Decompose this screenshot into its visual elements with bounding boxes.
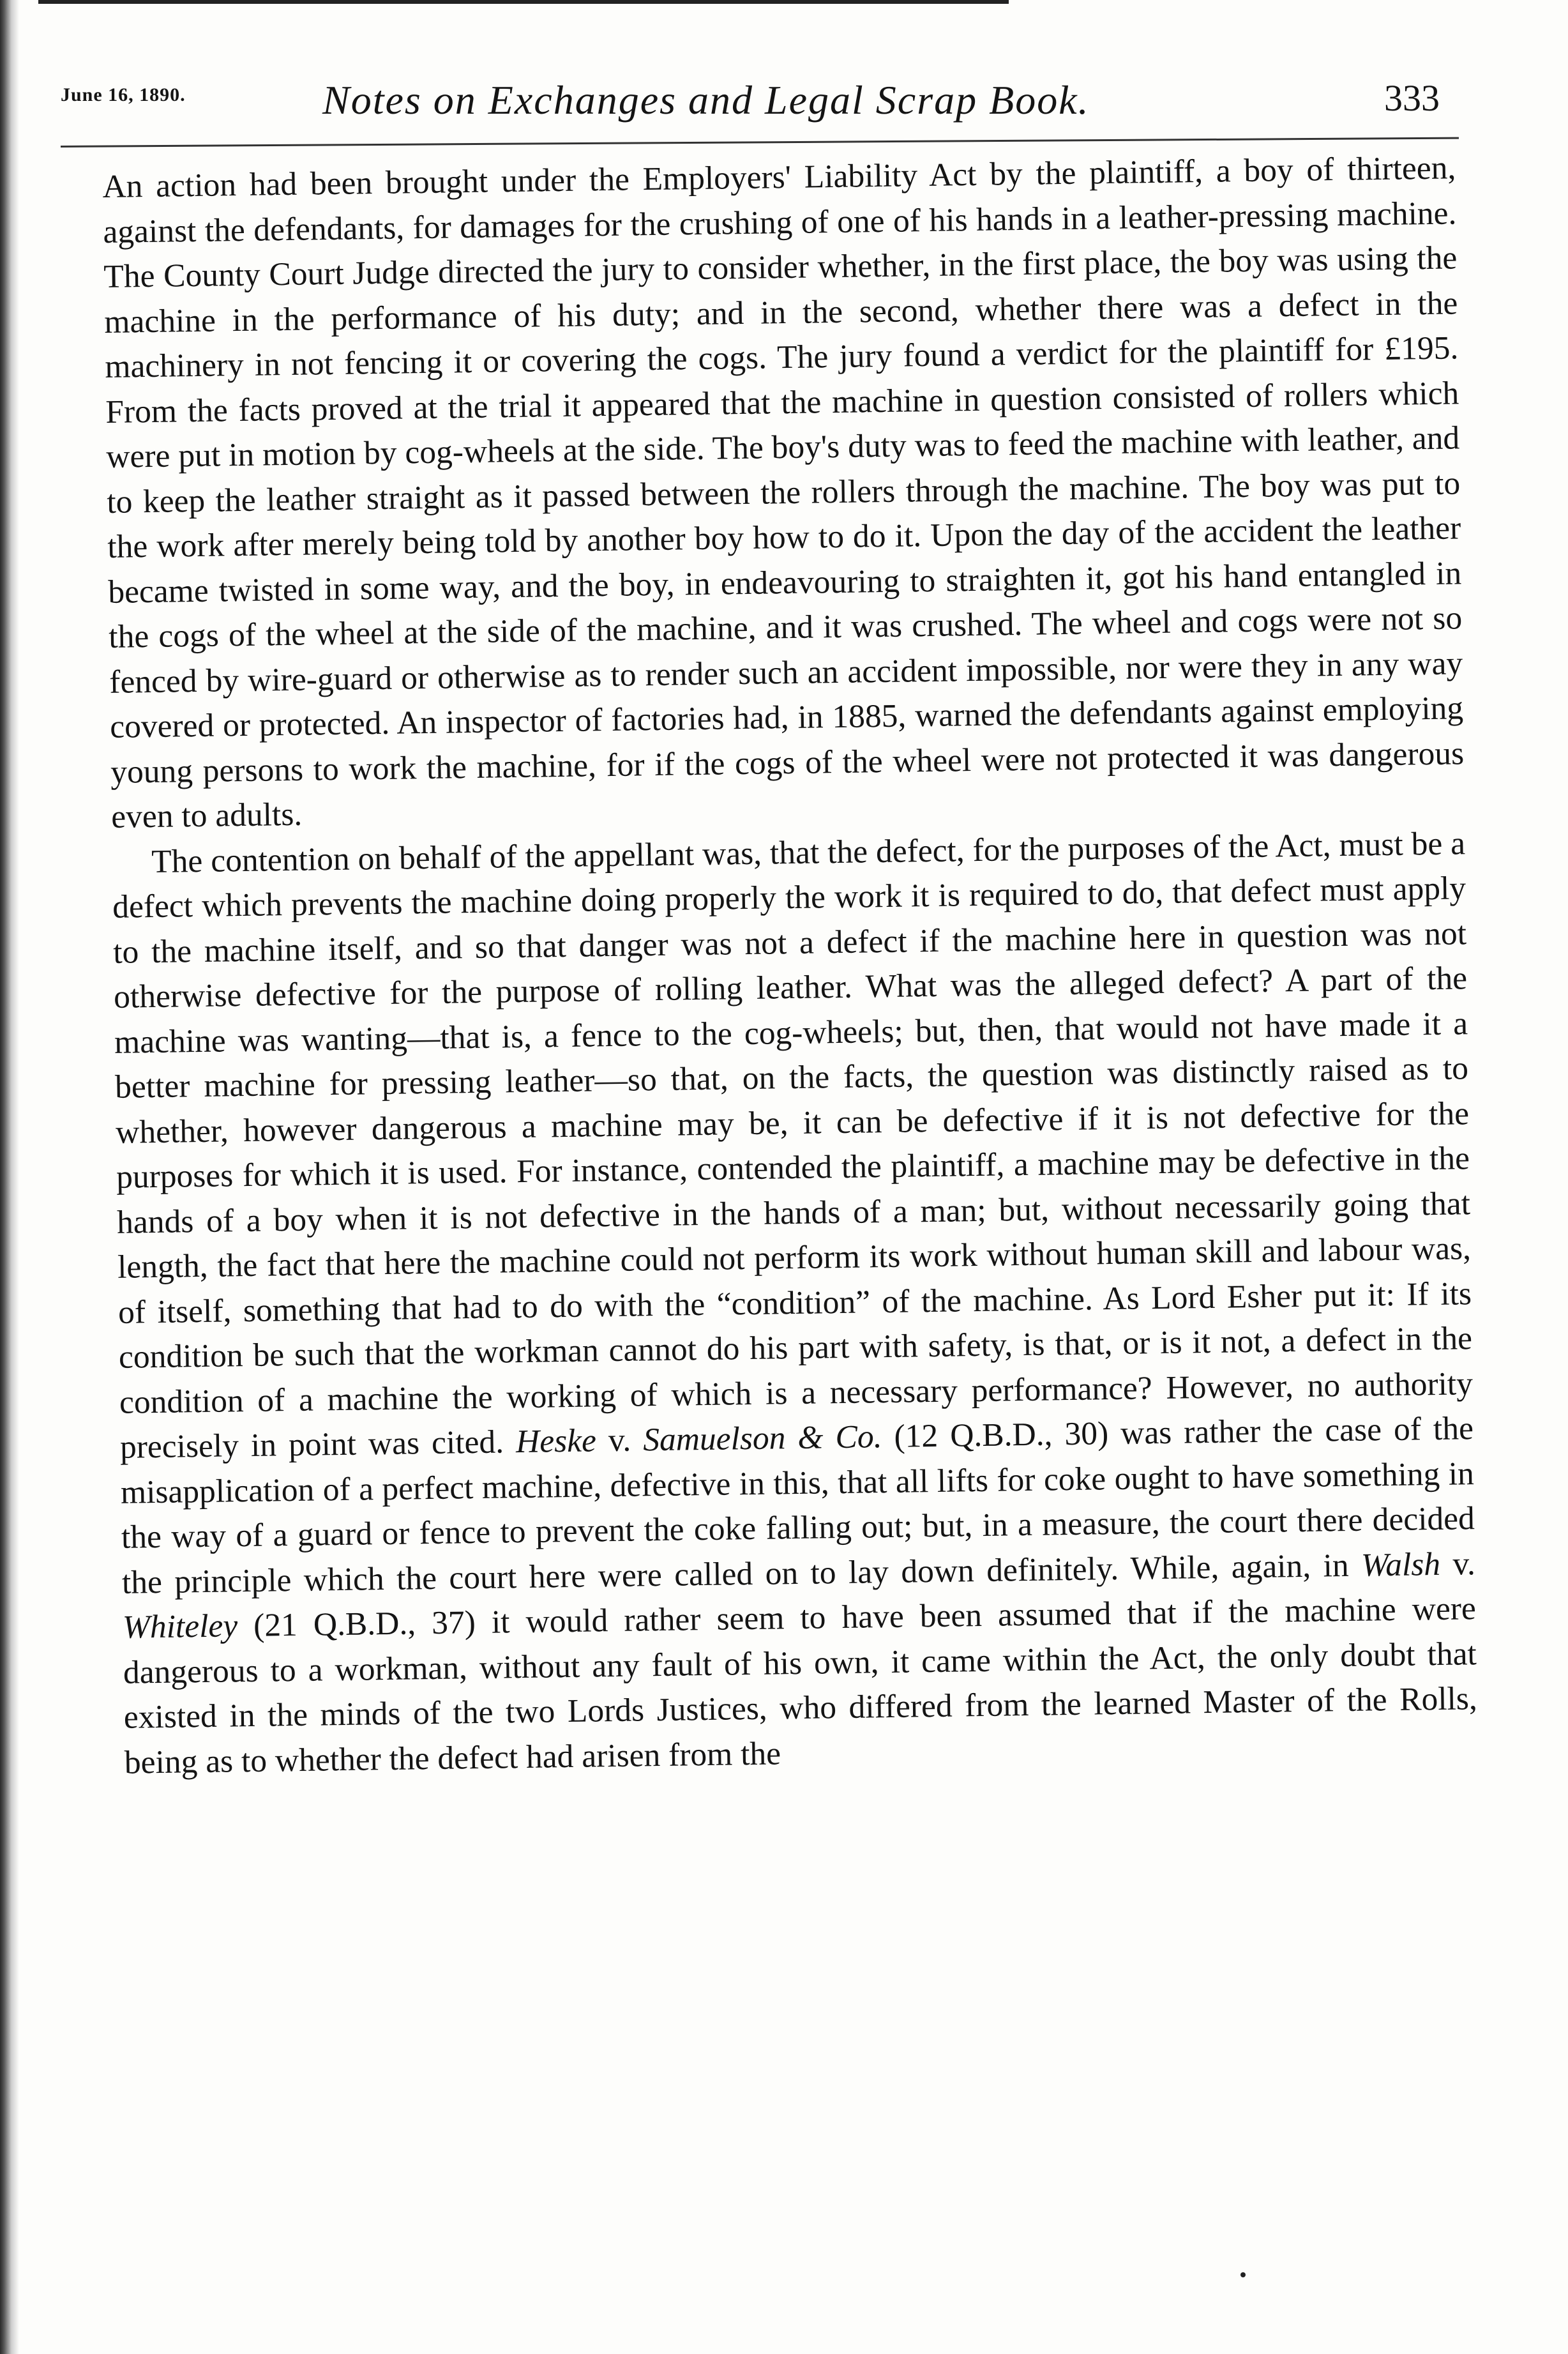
running-date: June 16, 1890. bbox=[61, 84, 186, 105]
paragraph-1: An action had been brought under the Employers' Liability Act by the plaintiff, a boy of thirteen, against the defendants, for damages for the crushing of one of his hands in a leather-pressing machine. The County Court Judge directed the jury to consider whether, in the first place, the boy was using the machine in the performance of his duty; and in the second, whether there was a defect in the machinery in not fencing it or covering the cogs. The jury found a verdict for the plaintiff for £195. From the facts proved at the trial it appeared that the machine in question consisted of rollers which were put in motion by cog-wheels at the side. The boy's duty was to feed the machine with leather, and to keep the leather straight as it passed between the rollers through the machine. The boy was put to the work after merely being told by another boy how to do it. Upon the day of the accident the leather became twisted in some way, and the boy, in endeavouring to straighten it, got his hand entangled in the cogs of the wheel at the side of the machine, and it was crushed. The wheel and cogs were not so fenced by wire-guard or otherwise as to render such an accident impossible, nor were they in any way covered or protected. An inspector of factories had, in 1885, warned the defendants against employing young persons to work the machine, for if the cogs of the wheel were not protected it was dangerous even to adults. bbox=[102, 149, 1465, 835]
running-title: Notes on Exchanges and Legal Scrap Book. bbox=[322, 77, 1090, 123]
paragraph-2 bbox=[112, 821, 1478, 1786]
top-rule bbox=[38, 0, 1009, 4]
case-name-walsh: Walsh bbox=[1361, 1545, 1441, 1584]
paragraph-2-text-c: (21 Q.B.D., 37) it would rather seem to have been assumed that if the machine were dangerous to a workman, without any fault of his own, it came within the Act, the only doubt that existed in the minds of the two Lords Justices, who differed from the learned Master of the Rolls, being as to whether the defect had arisen from the bbox=[123, 1590, 1478, 1781]
page-number: 333 bbox=[1384, 77, 1440, 119]
paragraph-2-versus-a: v. bbox=[596, 1422, 644, 1459]
article-body bbox=[102, 146, 1485, 2291]
stray-dot-mark bbox=[1240, 2272, 1246, 2277]
running-header bbox=[61, 77, 1452, 134]
header-rule bbox=[61, 137, 1459, 148]
page-edge-shadow bbox=[0, 0, 19, 2354]
paragraph-2-text-b: (12 Q.B.D., 30) was rather the case of the misapplication of a perfect machine, defective in this, that all lifts for coke ought to have something in the way of a guard or fence to prevent the coke falling out; but, in a measure, the court there decided the principle which the court here were called on to lay down definitely. While, again, in bbox=[120, 1410, 1475, 1601]
case-name-heske: Heske bbox=[515, 1422, 597, 1461]
paragraph-2-text-a: The contention on behalf of the appellant was, that the defect, for the purposes of the Act, must be a defect which prevents the machine doing properly the work it is required to do, that defect must apply to the machine itself, and so that danger was not a defect if the machine here in question was not otherwise defective for the purpose of rolling leather. What was the alleged defect? A part of the machine was wanting—that is, a fence to the cog-wheels; but, then, that would not have made it a better machine for pressing leather—so that, on the facts, the question was distinctly raised as to whether, however dangerous a machine may be, it can be defective if it is not defective for the purposes for which it is used. For instance, contended the plaintiff, a machine may be defective in the hands of a boy when it is not defective in the hands of a man; but, without necessarily going that length, the fact that here the machine could not perform its work without human skill and labour was, of itself, something that had to do with the “condition” of the machine. As Lord Esher put it: If its condition be such that the workman cannot do his part with safety, is that, or is it not, a defect in the condition of a machine the working of which is a necessary performance? However, no authority precisely in point was cited. bbox=[112, 824, 1474, 1466]
case-name-samuelson: Samuelson & Co. bbox=[642, 1418, 882, 1459]
case-name-whiteley: Whiteley bbox=[122, 1607, 238, 1646]
paragraph-2-versus-b: v. bbox=[1440, 1545, 1476, 1583]
